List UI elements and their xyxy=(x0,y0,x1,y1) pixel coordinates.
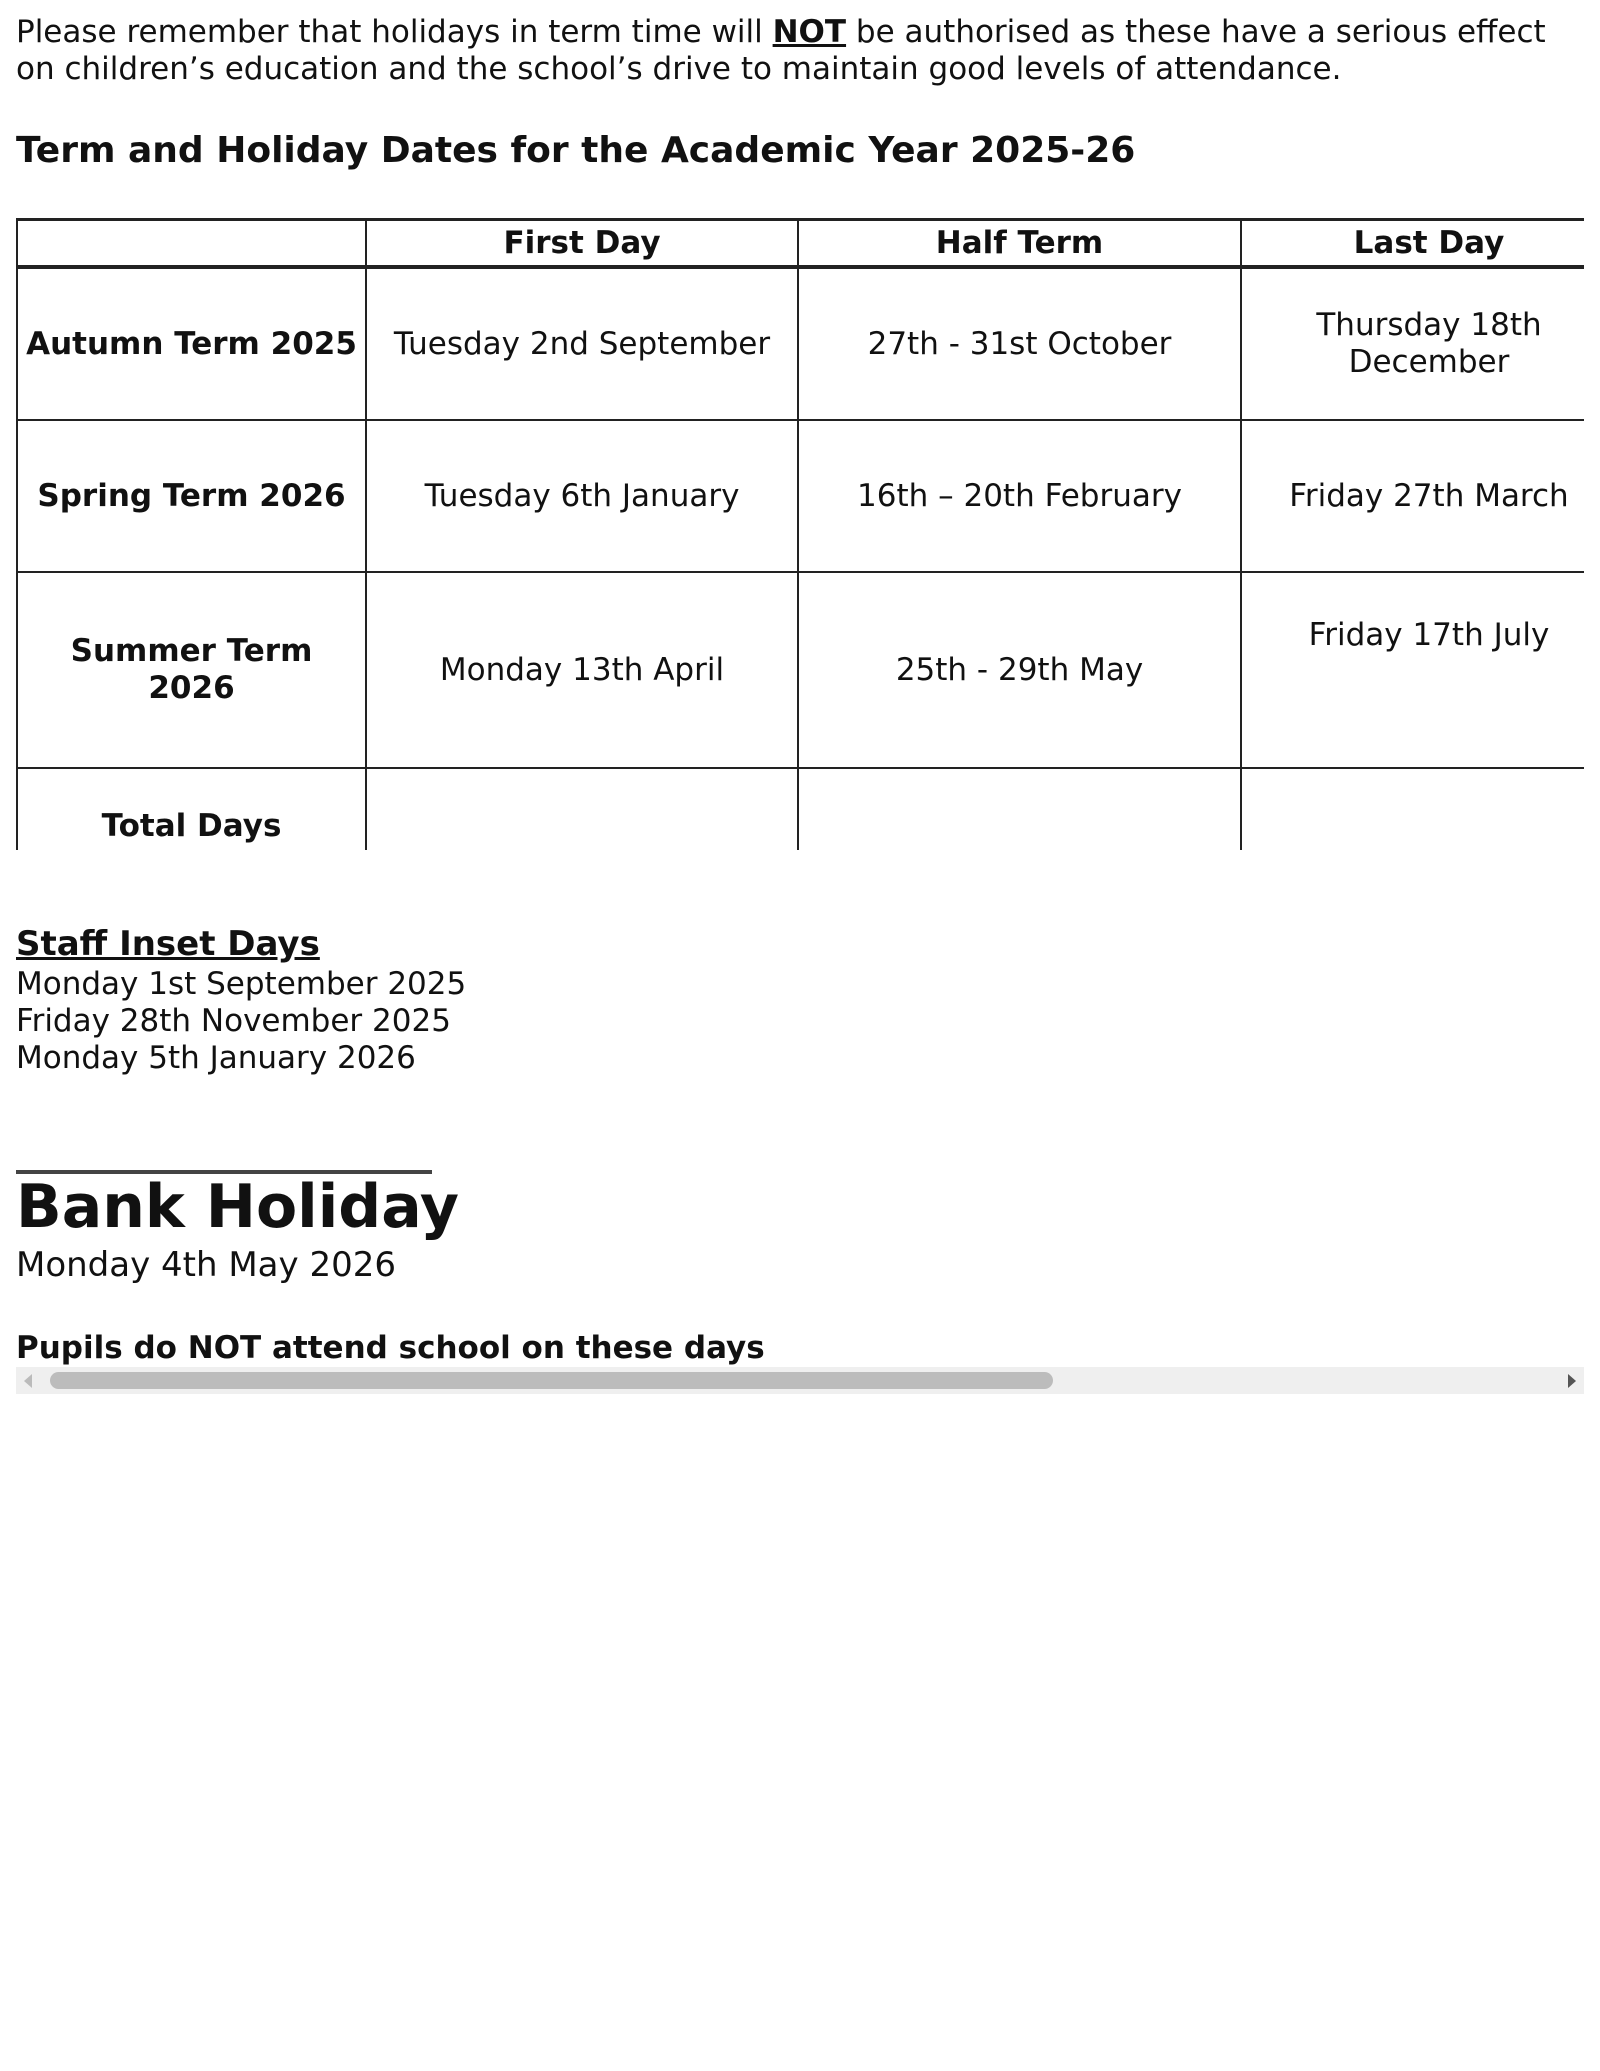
last-day: Friday 27th March xyxy=(1241,420,1584,572)
table-row-total xyxy=(17,768,1584,850)
bank-holiday-date: Monday 4th May 2026 xyxy=(16,1245,396,1285)
header-last-day: Last Day xyxy=(1241,220,1584,268)
staff-inset-section xyxy=(16,922,466,1077)
total-days-label: Total Days xyxy=(17,768,366,850)
half-term: 27th - 31st October xyxy=(798,267,1241,420)
header-half-term: Half Term xyxy=(798,220,1241,268)
term-name: Summer Term 2026 xyxy=(17,572,366,768)
notice-text: be authorised as these have a serious effect on children’s education and the school’s drive to maintain good levels of attendance. xyxy=(16,14,1546,87)
total-half-term xyxy=(798,768,1241,850)
table-row xyxy=(17,572,1584,768)
pupils-note: Pupils do NOT attend school on these days xyxy=(16,1330,765,1366)
table-row xyxy=(17,420,1584,572)
page-title: Term and Holiday Dates for the Academic Year 2025-26 xyxy=(16,130,1136,171)
total-first-day xyxy=(366,768,798,850)
first-day: Tuesday 2nd September xyxy=(366,267,798,420)
term-dates-table xyxy=(16,218,1584,850)
inset-date: Monday 5th January 2026 xyxy=(16,1040,416,1076)
table-header-row xyxy=(17,220,1584,268)
bank-holiday-title: Bank Holiday xyxy=(16,1172,459,1242)
inset-date: Monday 1st September 2025 xyxy=(16,966,467,1002)
first-day: Monday 13th April xyxy=(366,572,798,768)
table-row xyxy=(17,267,1584,420)
first-day: Tuesday 6th January xyxy=(366,420,798,572)
staff-inset-title: Staff Inset Days xyxy=(16,924,320,964)
scrollbar-thumb[interactable] xyxy=(50,1372,1053,1389)
attendance-notice xyxy=(16,14,1586,88)
header-cell xyxy=(17,220,366,268)
term-name: Autumn Term 2025 xyxy=(17,267,366,420)
last-day: Thursday 18th December xyxy=(1241,267,1584,420)
term-dates-table-container xyxy=(16,218,1584,850)
inset-date: Friday 28th November 2025 xyxy=(16,1003,451,1039)
half-term: 25th - 29th May xyxy=(798,572,1241,768)
total-last-day xyxy=(1241,768,1584,850)
header-first-day: First Day xyxy=(366,220,798,268)
half-term: 16th – 20th February xyxy=(798,420,1241,572)
term-name: Spring Term 2026 xyxy=(17,420,366,572)
horizontal-scrollbar[interactable] xyxy=(16,1367,1584,1394)
scroll-left-arrow-icon[interactable] xyxy=(24,1374,32,1388)
notice-text: Please remember that holidays in term time will xyxy=(16,14,773,50)
scroll-right-arrow-icon[interactable] xyxy=(1568,1374,1576,1388)
last-day: Friday 17th July xyxy=(1241,572,1584,768)
notice-emphasis: NOT xyxy=(772,14,847,50)
